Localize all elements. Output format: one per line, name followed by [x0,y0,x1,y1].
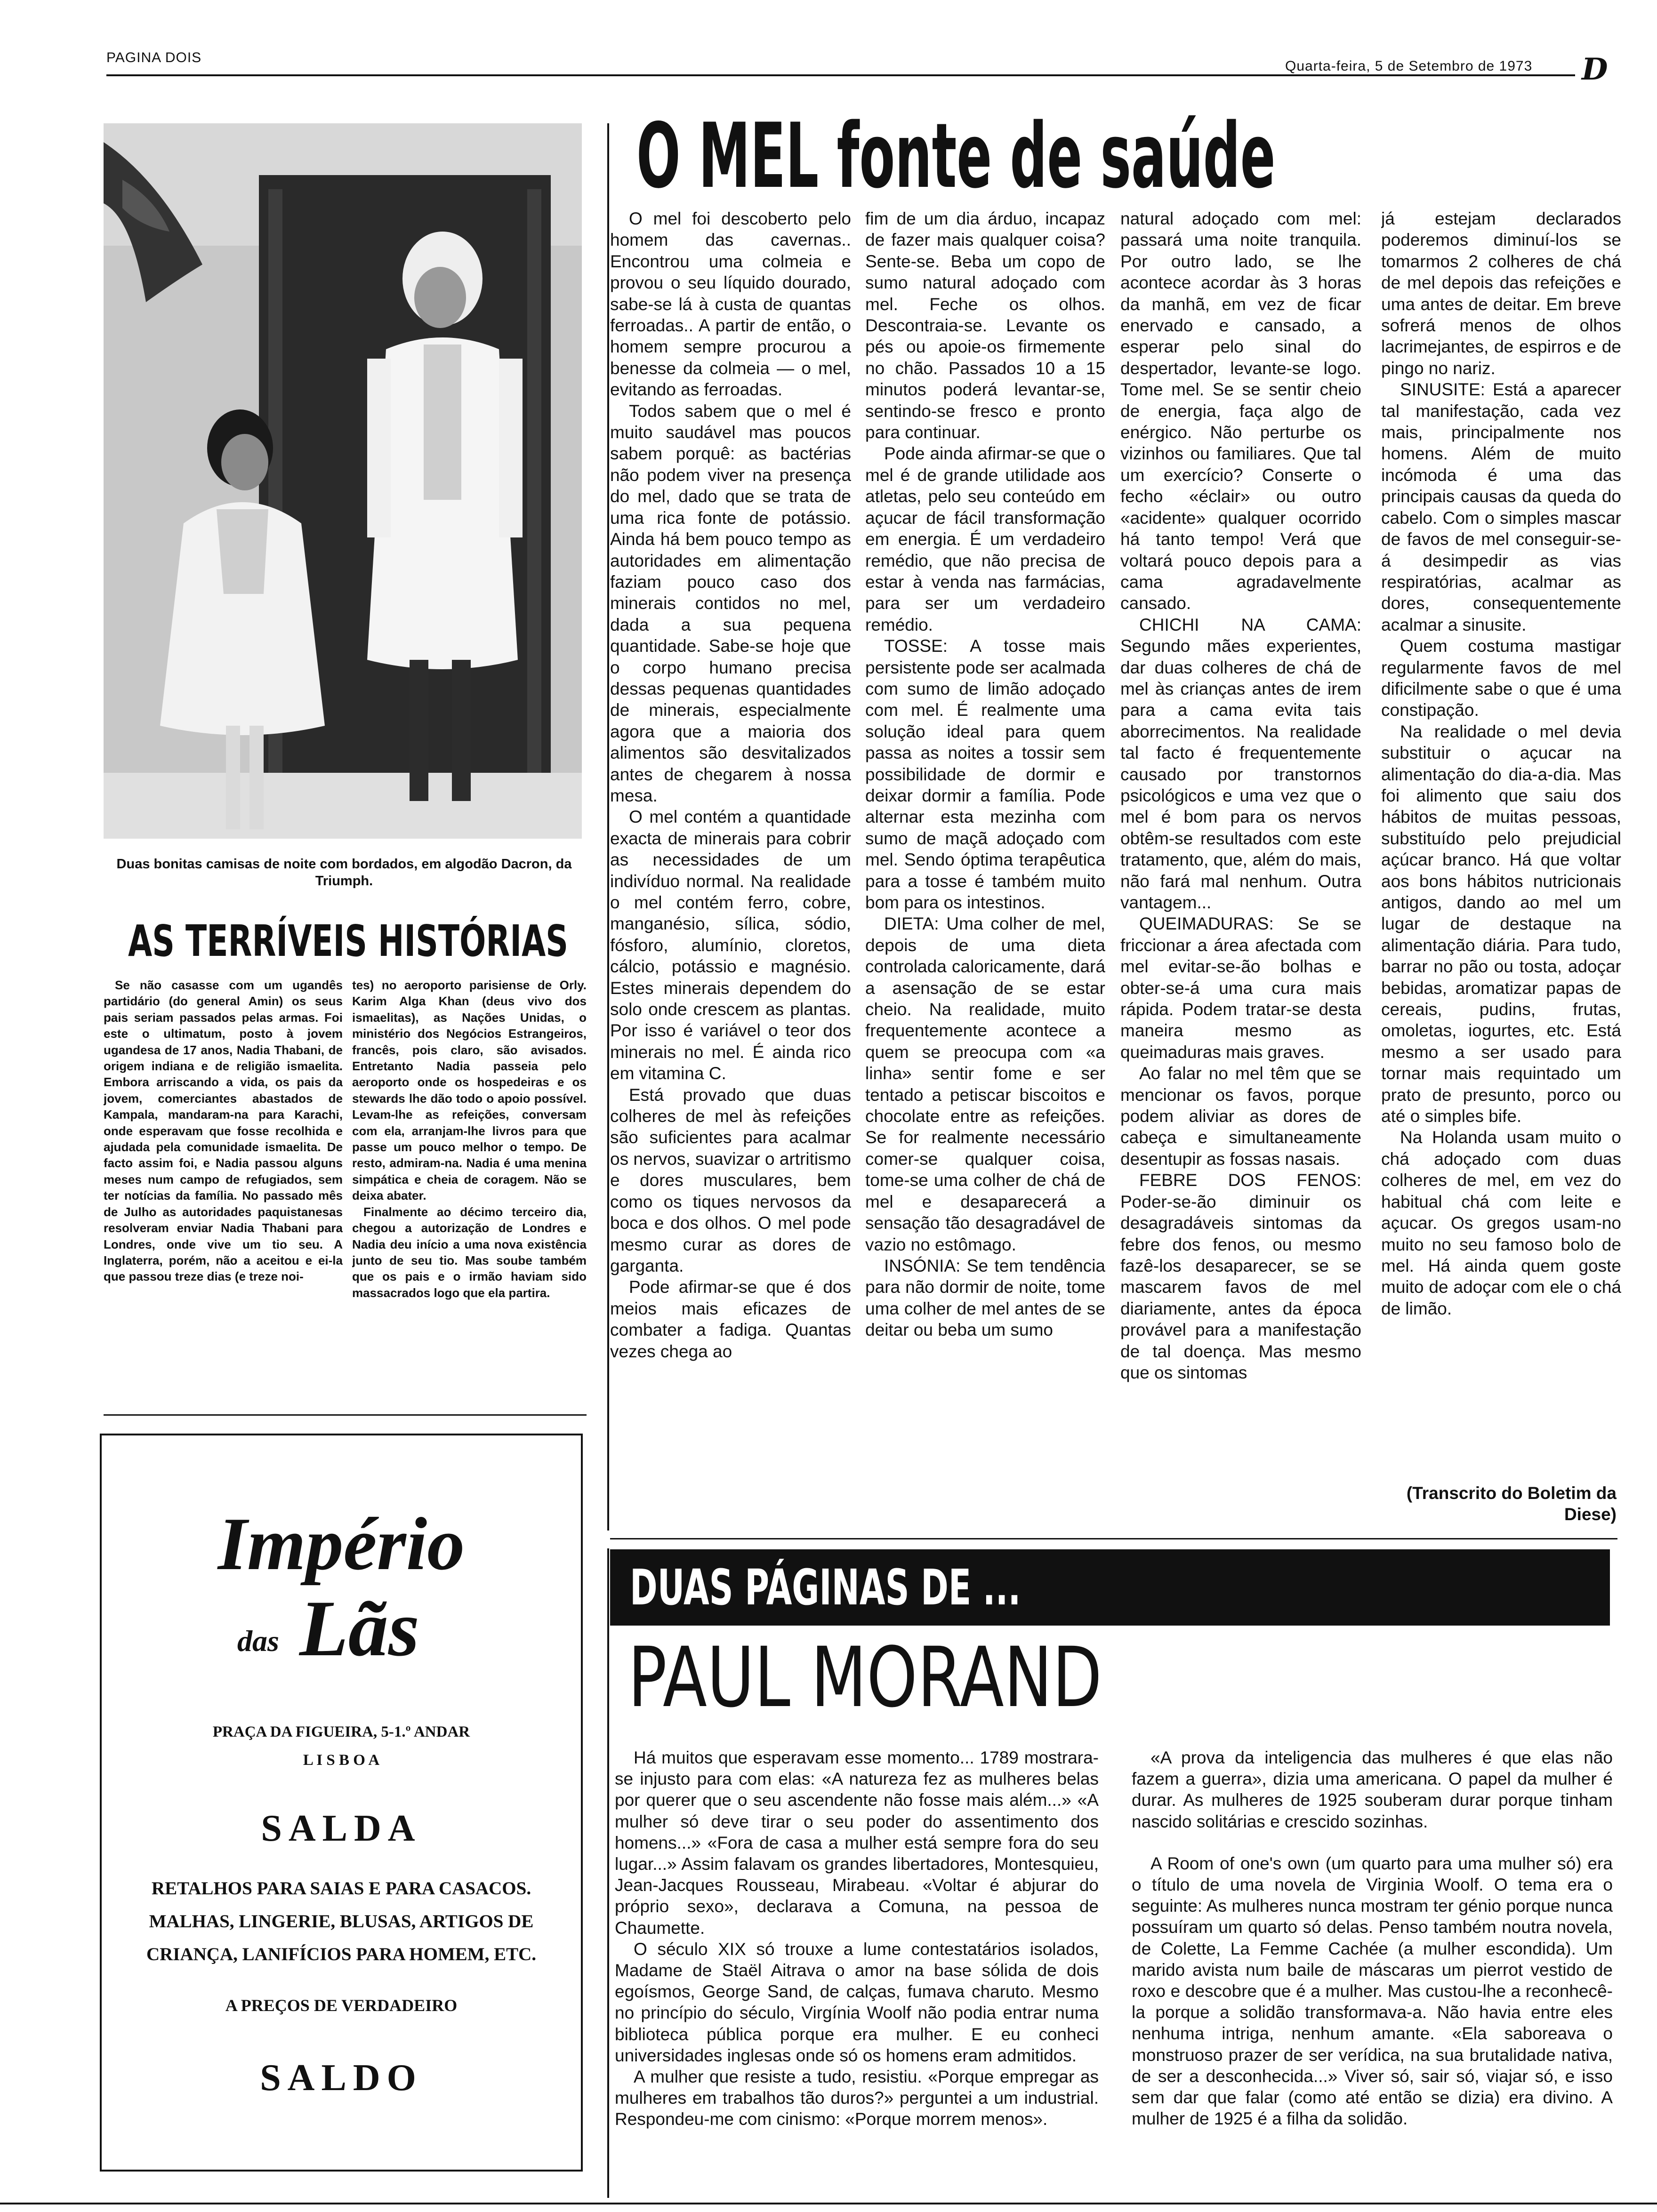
mel-paragraph: Na Holanda usam muito o chá adoçado com duas colheres de mel, em vez do habitual chá com leite e açucar. Os gregos usam-no muito no seu famoso bolo de mel. Há ainda quem goste muito de adoçar com ele o chá de limão. [1381,1128,1621,1318]
morand-paragraph: A mulher que resiste a tudo, resistiu. «Porque empregar as mulheres em trabalhos tão duros?» perguntei a um industrial. Respondeu-me com cinismo: «Porque morrem menos». [615,2067,1099,2129]
ad-saldo: SALDO [260,2057,423,2099]
mel-paragraph: CHICHI NA CAMA: Segundo mães experientes, dar duas colheres de chá de mel às crianças antes de irem para a cama evita tais aborrecimentos. Na realidade tal facto é frequentemente causado por transtornos psicológicos e uma vez que o mel é bom para os nervos obtêm-se resultados com este tratamento, que, além do mais, não fará mal nenhum. Outra vantagem... [1120,615,1361,912]
mel-paragraph: natural adoçado com mel: passará uma noite tranquila. Por outro lado, se lhe acontece acordar às 3 horas da manhã, em vez de ficar enervado e cansado, a esperar pelo sinal do despertador, levante-se logo. Tome mel. Se se sentir cheio de energia, faça algo de enérgico. Não perturbe os vizinhos ou familiares. Que tal um exercício? Conserte o fecho «éclair» ou outro «acidente» qualquer ocorrido há tanto tempo! Verá que voltará pouco depois para a cama agradavelmente cansado. [1120,209,1361,613]
mel-paragraph: Pode ainda afirmar-se que o mel é de grande utilidade aos atletas, pelo seu conteúdo em açucar de fácil transformação em energia. É um verdadeiro remédio, que não precisa de estar à venda nas farmácias, para ser um verdadeiro remédio. [865,444,1105,634]
morand-title: PAUL MORAND [628,1629,1102,1726]
mel-paragraph: Na realidade o mel devia substituir o açucar na alimentação do dia-a-dia. Mas foi alimento que saiu dos hábitos de muitas pessoas, substituído pelo prejudicial açúcar branco. Há que voltar aos bons hábitos nutricionais antigos, dando ao mel um lugar de destaque na alimentação diária. Para tudo, barrar no pão ou tosta, adoçar bebidas, aromatizar papas de cereais, pudins, frutas, omoletas, iogurtes, etc. Está mesmo a ser usado para tornar mais requintado um prato de presunto, porco ou até o simples bife. [1381,721,1621,1126]
morand-paragraph: A Room of one's own (um quarto para uma mulher só) era o título de uma novela de Virginia Woolf. O tema era o seguinte: As mulheres nunca mostram ter génio porque nunca possuíram um quarto só delas. Penso também noutra novela, de Colette, La Femme Cachée (a mulher escondida). Um marido avista num baile de máscaras um pierrot vestido de roxo e descobre que é a mulher. Mas custou-lhe a reconhecê-la porque a solidão transformava-a. Não havia entre eles nenhuma intriga, nenhum amante. «Ela saboreava o monstruoso prazer de ser verídica, na sua brutalidade nativa, de ser a desconhecida...» Viver só, sair só, viajar só, e isso sem dar que falar (como até então se dizia) era divino. A mulher de 1925 é a filha da solidão. [1132,1853,1613,2129]
photo-illustration [104,123,582,839]
mel-paragraph: INSÓNIA: Se tem tendência para não dormir de noite, tome uma colher de mel antes de se deitar ou beba um sumo [865,1256,1105,1340]
mel-title: O MEL fonte de saúde [636,104,1276,208]
historias-title: AS TERRÍVEIS HISTÓRIAS [128,916,568,966]
mel-paragraph: Todos sabem que o mel é muito saudável mas poucos sabem porquê: as bactérias não podem viver na presença do mel, dado que se trata de uma rica fonte de potássio. Ainda há bem pouco tempo as autoridades em alimentação faziam pouco caso dos minerais contidos no mel, dada a sua pequena quantidade. Sabe-se hoje que o corpo humano precisa dessas pequenas quantidades de minerais, especialmente agora que a maioria dos alimentos são desvitalizados antes de chegarem à nossa mesa. [610,401,851,805]
section-label: PAGINA DOIS [106,50,202,65]
ad-address: PRAÇA DA FIGUEIRA, 5-1.º ANDAR [212,1723,470,1740]
ad-items-3: CRIANÇA, LANIFÍCIOS PARA HOMEM, ETC. [146,1944,537,1964]
column-rule-bottom [607,1548,609,2198]
morand-banner-label: DUAS PÁGINAS DE ... [630,1559,1021,1616]
mel-paragraph: O mel foi descoberto pelo homem das cavernas.. Encontrou uma colmeia e provou o seu líquido dourado, sabe-se lá à custa de quantas ferroadas.. A partir de então, o homem sempre procurou a benesse da colmeia — o mel, evitando as ferroadas. [610,209,851,400]
mel-col-1 [610,208,851,1526]
mel-paragraph: SINUSITE: Está a aparecer tal manifestação, cada vez mais, principalmente nos homens. Além de muito incómoda é uma das principais causas da queda do cabelo. Com o simples mascar de favos de mel conseguir-se-á desimpedir as vias respiratórias, acalmar as dores, consequentemente acalmar a sinusite. [1381,380,1621,634]
historias-col-1 [104,977,343,1410]
historias-col-2 [352,977,587,1410]
column-rule-left [607,123,609,1531]
ad-imperio-das-las [100,1434,583,2172]
ad-items-2: MALHAS, LINGERIE, BLUSAS, ARTIGOS DE [149,1911,534,1931]
photo-nightgowns [104,123,582,839]
mel-paragraph: já estejam declarados poderemos diminuí-los se tomarmos 2 colheres de chá de mel depois das refeições e uma antes de deitar. Em breve sofrerá menos de olhos lacrimejantes, de espirros e de pingo no nariz. [1381,209,1621,378]
mel-col-2 [865,208,1105,1526]
mel-paragraph: Está provado que duas colheres de mel às refeições são suficientes para acalmar os nervos, suavizar o artritismo e dores musculares, bem como os tiques nervosos da boca e dos olhos. O mel pode mesmo curar as dores de garganta. [610,1085,851,1275]
issue-date: Quarta-feira, 5 de Setembro de 1973 [1285,58,1533,74]
historias-paragraph: tes) no aeroporto parisiense de Orly. Karim Alga Khan (deus vivo dos ismaelitas), as Nações Unidas, o ministério dos Negócios Estrangeiros, francês, pois claro, são avisados. Entretanto Nadia passeia pelo aeroporto onde os hospedeiras e os stewards lhe dão todo o apoio possível. Levam-lhe as refeições, conversam com ela, arranjam-lhe livros para que passe um pouco melhor o tempo. De resto, admiram-na. Nadia é uma menina simpática e cheia de coragem. Não se deixa abater. [352,978,587,1203]
mel-paragraph: Quem costuma mastigar regularmente favos de mel dificilmente sabe o que é uma constipação. [1381,636,1621,720]
ad-brand-imperio: Império [217,1502,465,1586]
morand-top-rule [610,1538,1617,1539]
mel-paragraph: QUEIMADURAS: Se se friccionar a área afectada com mel evitar-se-ão bolhas e obter-se-á uma cura mais rápida. Podem tratar-se desta maneira mesmo as queimaduras mais graves. [1120,914,1361,1062]
mel-paragraph: DIETA: Uma colher de mel, depois de uma dieta controlada caloricamente, dará a asensação de se estar cheio. Na realidade, muito frequentemente acontece a quem se preocupa com «a linha» sentir fome e ser tentado a petiscar biscoitos e chocolate entre as refeições. Se for realmente necessário comer-se qualquer coisa, tome-se uma colher de chá de mel e desaparecerá a sensação tão desagradável de vazio no estômago. [865,914,1105,1254]
morand-paragraph: O século XIX só trouxe a lume contestatários isolados, Madame de Staël Aitrava o amor na base sólida de dois egoísmos, George Sand, de calças, fumava charuto. Mesmo no princípio do século, Virgínia Woolf não podia entrar numa biblioteca pública porque era mulher. E eu conheci universidades inglesas onde só os homens eram admitidos. [615,1939,1099,2065]
photo-caption: Duas bonitas camisas de noite com bordados, em algodão Dacron, da Triumph. [116,857,572,889]
ad-brand-las: Lãs [299,1584,419,1673]
mel-paragraph: FEBRE DOS FENOS: Poder-se-ão diminuir os desagradáveis sintomas da febre dos fenos, ou mesmo fazê-los desaparecer, se se mascarem favos de mel diariamente, antes da época provável para a manifestação de tal doença. Mas mesmo que os sintomas [1120,1170,1361,1382]
header-rule [106,74,1575,76]
historias-rule [104,1414,587,1416]
ad-items-1: RETALHOS PARA SAIAS E PARA CASACOS. [151,1878,531,1899]
historias-paragraph: Se não casasse com um ugandês partidário (do general Amin) os seus pais seriam passados pelas armas. Foi este o ultimatum, posto à jovem ugandesa de 17 anos, Nadia Thabani, de origem indiana e de religião ismaelita. Embora arriscando a vida, os pais da jovem, comerciantes abastados de Kampala, mandaram-na para Karachi, onde esperavam que fosse recolhida e ajudada pela comunidade ismaelita. De facto assim foi, e Nadia passou alguns meses num campo de refugiados, sem ter notícias da família. No passado mês de Julho as autoridades paquistanesas resolveram enviar Nadia Thabani para Londres, onde vive um tio seu. A Inglaterra, porém, não a aceitou e ei-la que passou treze dias (e treze noi- [104,978,343,1284]
morand-paragraph: Há muitos que esperavam esse momento... 1789 mostrara-se injusto para com elas: «A natureza fez as mulheres belas por querer que o seu ascendente não fosse mais além...» «A mulher só deve tirar o seu poder do assentimento dos homens...» «Fora de casa a mulher está sempre fora do seu lugar...» Assim falavam os grandes libertadores, Montesquieu, Jean-Jacques Rousseau, Mirabeau. «Voltar é abjurar do próprio sexo», declarava a Comuna, na pessoa de Chaumette. [615,1748,1099,1938]
ad-salda: SALDA [261,1808,422,1849]
morand-col-2 [1132,1747,1613,2185]
mel-paragraph: Ao falar no mel têm que se mencionar os favos, porque podem aliviar as dores de cabeça e simultaneamente desentupir as fossas nasais. [1120,1064,1361,1169]
mel-paragraph: Pode afirmar-se que é dos meios mais eficazes de combater a fadiga. Quantas vezes chega ao [610,1277,851,1361]
mel-col-4 [1381,208,1621,1469]
mel-credit: (Transcrito do Boletim da Diese) [1406,1483,1617,1524]
mel-paragraph: O mel contém a quantidade exacta de minerais para cobrir as necessidades de um indivíduo normal. Na realidade o mel contém ferro, cobre, manganésio, sílica, sódio, fósforo, alumínio, cloretos, cálcio, potássio e magnésio. Estes minerais dependem do solo onde crescem as plantas. Por isso é variável o teor dos minerais no mel. É ainda rico em vitamina C. [610,807,851,1083]
morand-col-1 [615,1747,1099,2185]
mel-paragraph: TOSSE: A tosse mais persistente pode ser acalmada com sumo de limão adoçado com mel. É realmente uma solução ideal para quem passa as noites a tossir sem possibilidade de dormir e deixar dormir a família. Pode alternar esta mezinha com sumo de maçã adoçado com mel. Sendo óptima terapêutica para a tosse é também muito bom para os intestinos. [865,636,1105,912]
mel-col-3 [1120,208,1361,1526]
morand-paragraph: «A prova da inteligencia das mulheres é que elas não fazem a guerra», dizia uma americana. O papel da mulher é durar. As mulheres de 1925 souberam durar porque tinham nascido solitárias e crescido sozinhas. [1132,1748,1613,1831]
page-bottom-rule [0,2203,1657,2204]
masthead-logo-icon: D [1582,52,1608,87]
historias-paragraph: Finalmente ao décimo terceiro dia, chegou a autorização de Londres e Nadia deu início a uma nova existência junto de seu tio. Mas soube também que os pais e o irmão haviam sido massacrados logo que ela partira. [352,1204,587,1300]
mel-paragraph: fim de um dia árduo, incapaz de fazer mais qualquer coisa? Sente-se. Beba um copo de sumo natural adoçado com mel. Feche os olhos. Descontraia-se. Levante os pés ou apoie-os firmemente no chão. Passados 10 a 15 minutos poderá levantar-se, sentindo-se fresco e pronto para continuar. [865,209,1105,442]
ad-brand-das: das [237,1624,279,1658]
ad-precos: A PREÇOS DE VERDADEIRO [225,1996,458,2015]
ad-city: L I S B O A [303,1752,380,1769]
